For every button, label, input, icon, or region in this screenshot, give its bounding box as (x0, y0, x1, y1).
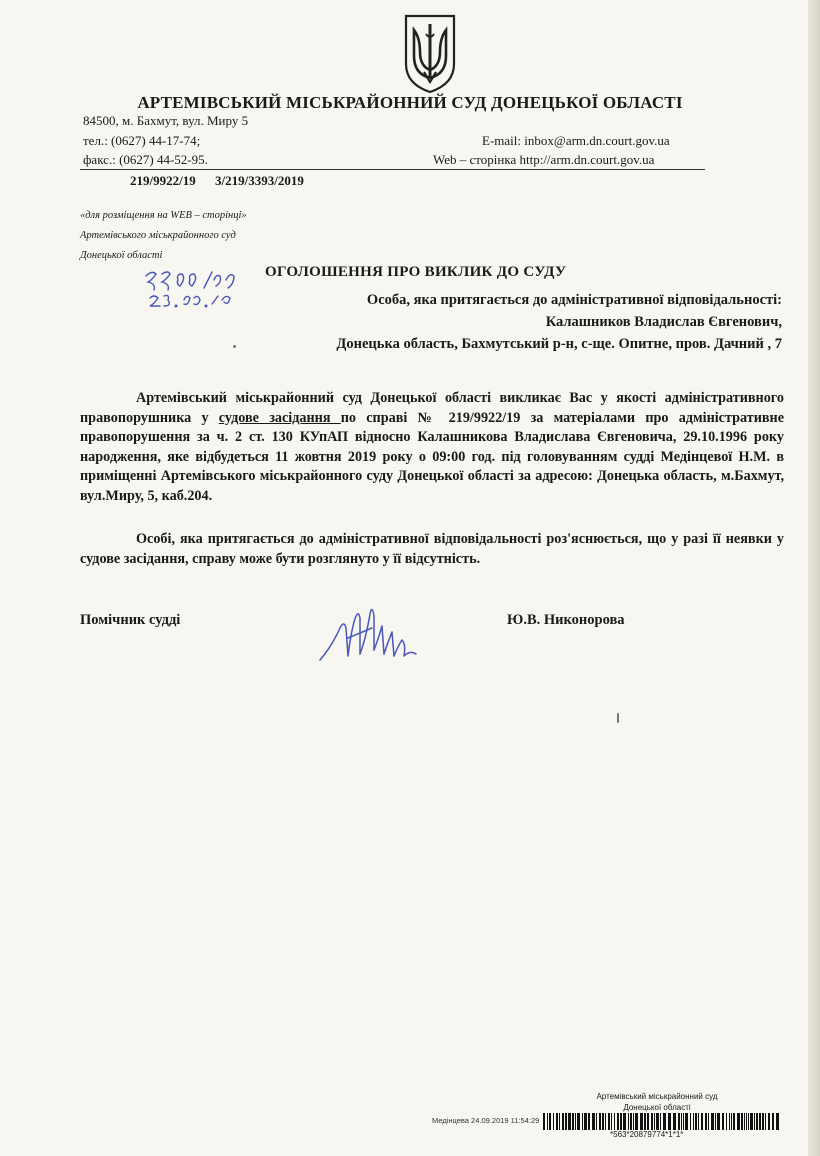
handwritten-registration-annotation (142, 266, 242, 312)
person-role: Особа, яка притягається до адміністративної відповідальності: (366, 292, 782, 308)
proceeding-number: 3/219/3393/2019 (214, 173, 304, 188)
handwritten-signature (318, 598, 418, 668)
court-address: 84500, м. Бахмут, вул. Миру 5 (83, 113, 249, 128)
registration-stamp-meta: Медінцева 24.09.2019 11:54:29 (432, 1116, 540, 1125)
person-name: Калашников Владислав Євгенович, (545, 314, 782, 330)
stamp-court-line2: Донецької області (623, 1103, 691, 1112)
header-divider (80, 169, 705, 170)
signer-role: Помічник судді (80, 612, 181, 628)
signer-name: Ю.В. Никонорова (507, 612, 625, 628)
court-name: АРТЕМІВСЬКИЙ МІСЬКРАЙОННИЙ СУД ДОНЕЦЬКОЇ ОБЛАСТІ (137, 93, 683, 112)
court-phone: тел.: (0627) 44-17-74; (83, 133, 201, 148)
barcode-number: *563*20879774*1*1* (610, 1130, 684, 1139)
case-numbers (130, 173, 320, 189)
scan-speck (233, 345, 236, 348)
registration-stamp-court (592, 1091, 722, 1113)
note-region: Донецької області (80, 250, 163, 261)
court-email: E-mail: inbox@arm.dn.court.gov.ua (482, 133, 670, 148)
note-court: Артемівського міськрайонного суд (80, 230, 236, 241)
absence-notice-text: Особі, яка притягається до адміністративної відповідальності роз'яснюється, що у разі її неявки у судове засідання, справу може бути розглянуто у її відсутність. (80, 531, 784, 567)
case-number: 219/9922/19 (130, 173, 196, 188)
web-placement-note: «для розміщення на WEB – сторінці» (80, 210, 247, 221)
barcode-icon (543, 1113, 781, 1130)
scan-mark (617, 713, 619, 723)
stamp-court-line1: Артемівський міськрайонний суд (596, 1092, 718, 1101)
summons-text-start: Артемівський міськрайонний суд Донецької області викликає Вас у якості адміністративного правопорушника у (80, 390, 784, 426)
absence-notice-paragraph (80, 530, 784, 569)
summons-text-end: по справі № 219/9922/19 за матеріалами про адміністративне правопорушення за ч. 2 ст. 130 КУпАП відносно Калашникова Владислава Євгеновича, 29.10.1996 року народження, яке відбудеться 11 жовтня 2019 року о 09:00 год. під головуванням судді Медінцевої Н.М. в приміщенні Артемівського міськрайонного суду Донецької області за адресою: Донецька область, м.Бахмут, вул.Миру, 5, каб.204. (80, 409, 785, 504)
summons-paragraph (80, 389, 784, 506)
person-address: Донецька область, Бахмутський р-н, с-ще. Опитне, пров. Дачний , 7 (336, 336, 782, 352)
coat-of-arms-icon (400, 12, 460, 94)
announcement-title: ОГОЛОШЕННЯ ПРО ВИКЛИК ДО СУДУ (265, 264, 567, 280)
court-website: Web – сторінка http://arm.dn.court.gov.ua (433, 152, 655, 167)
court-fax: факс.: (0627) 44-52-95. (83, 152, 208, 167)
court-hearing-underlined: судове засідання (218, 409, 341, 426)
paper-edge (808, 0, 820, 1156)
